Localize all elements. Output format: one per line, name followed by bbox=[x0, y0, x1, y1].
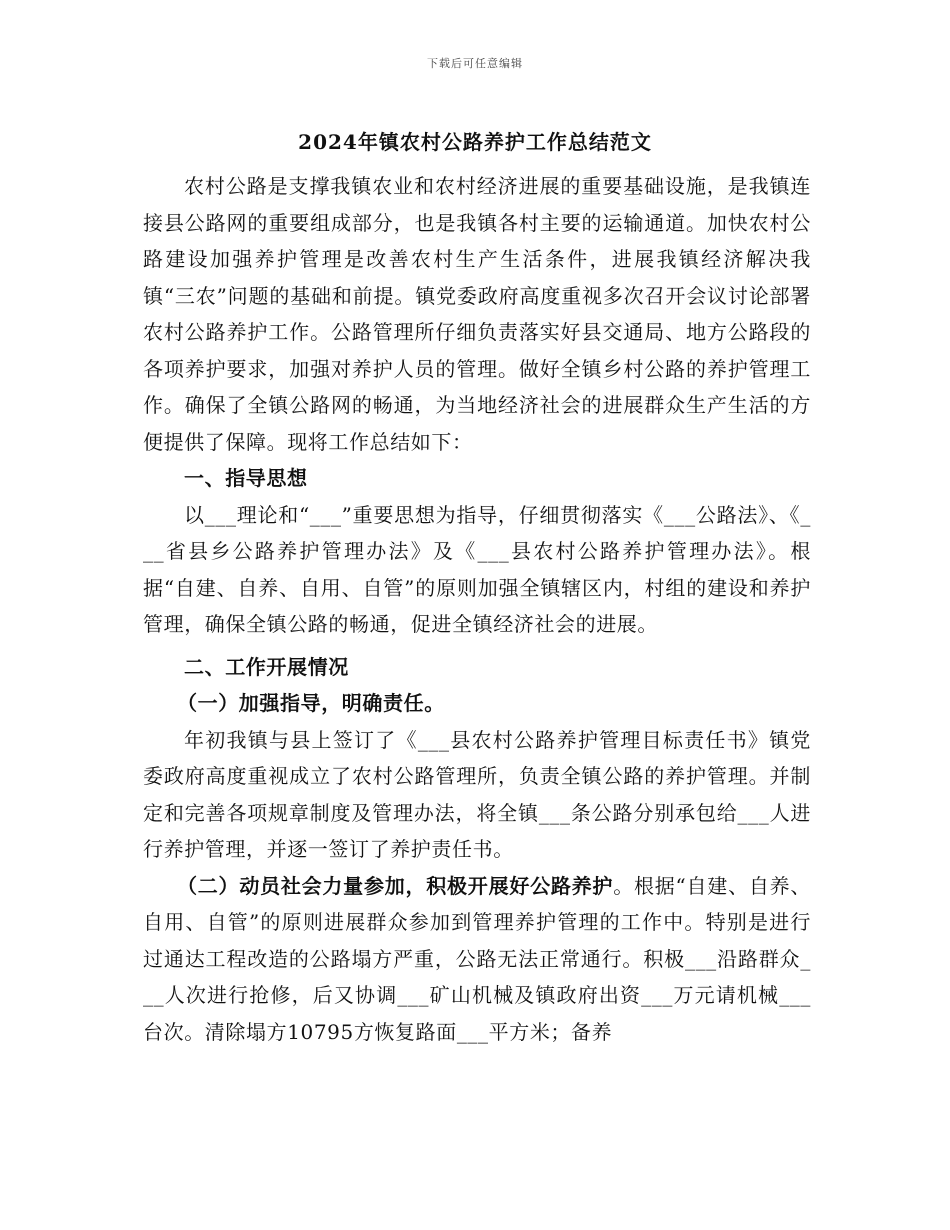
social-participation-text: 。根据“自建、自养、自用、自管”的原则进展群众参加到管理养护管理的工作中。特别是进行过通达工程改造的公路塌方严重，公路无法正常通行。积极___沿路群众___人次进行抢修，后又协调___矿山机械及镇政府出资___万元请机械___台次。清除塌方10795方恢复路面___平方米；备养 bbox=[143, 873, 811, 1044]
intro-paragraph: 农村公路是支撑我镇农业和农村经济进展的重要基础设施，是我镇连接县公路网的重要组成部分，也是我镇各村主要的运输通道。加快农村公路建设加强养护管理是改善农村生产生活条件，进展我镇经济解决我镇“三农”问题的基础和前提。镇党委政府高度重视多次召开会议讨论部署农村公路养护工作。公路管理所仔细负责落实好县交通局、地方公路段的各项养护要求，加强对养护人员的管理。做好全镇乡村公路的养护管理工作。确保了全镇公路网的畅通，为当地经济社会的进展群众生产生活的方便提供了保障。现将工作总结如下： bbox=[143, 174, 811, 454]
section-heading-work-progress: 二、工作开展情况 bbox=[184, 654, 349, 679]
subheading-social-participation: （二）动员社会力量参加，积极开展好公路养护 bbox=[177, 873, 614, 898]
social-participation-paragraph bbox=[143, 868, 811, 1051]
document-title: 2024年镇农村公路养护工作总结范文 bbox=[298, 130, 652, 154]
guidance-paragraph: 年初我镇与县上签订了《___县农村公路养护管理目标责任书》镇党委政府高度重视成立了农村公路管理所，负责全镇公路的养护管理。并制定和完善各项规章制度及管理办法，将全镇___条公路分别承包给___人进行养护管理，并逐一签订了养护责任书。 bbox=[143, 727, 811, 861]
guiding-thought-paragraph: 以___理论和“___”重要思想为指导，仔细贯彻落实《___公路法》、《___省县乡公路养护管理办法》及《___县农村公路养护管理办法》。根据“自建、自养、自用、自管”的原则加强全镇辖区内，村组的建设和养护管理，确保全镇公路的畅通，促进全镇经济社会的进展。 bbox=[143, 502, 811, 636]
document-body bbox=[143, 168, 811, 1050]
header-note: 下载后可任意编辑 bbox=[427, 57, 523, 70]
section-heading-guiding-thought: 一、指导思想 bbox=[184, 466, 308, 490]
subheading-guidance: （一）加强指导，明确责任。 bbox=[177, 691, 445, 715]
